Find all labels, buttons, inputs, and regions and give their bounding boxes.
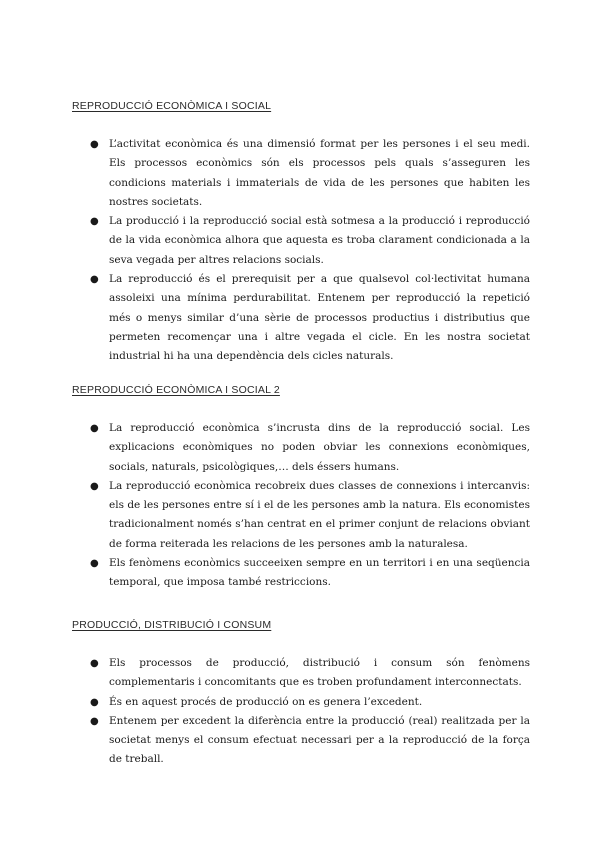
list-item-text: Entenem per excedent la diferència entre la producció (real) realitzada per la societat menys el consum efectuat necessari per a la reproducció de la força de treball. — [109, 714, 530, 766]
list-item-text: La reproducció econòmica recobreix dues classes de connexions i intercanvis: els de les persones entre sí i el de les persones amb la natura. Els economistes tradicionalment només s’han centrat en el primer conjunt de relacions obviant de forma reiterada les relacions de les persones amb la naturalesa. — [109, 479, 530, 550]
bullet-icon: ● — [90, 480, 99, 492]
list-item-text: La reproducció és el prerequisit per a que qualsevol col·lectivitat humana assoleixi una mínima perdurabilitat. Entenem per reproducció la repetició més o menys similar d’una sèrie de processos productius i distributius que permeten recomençar una i altre vegada el cicle. En les nostra societat industrial hi ha una dependència dels cicles naturals. — [109, 273, 530, 363]
bullet-list — [72, 135, 530, 367]
list-item-text: La reproducció econòmica s’incrusta dins de la reproducció social. Les explicacions econòmiques no poden obviar les connexions econòmiques, socials, naturals, psicològiques,… dels éssers humans. — [109, 422, 530, 473]
list-item — [72, 654, 530, 693]
bullet-icon: ● — [90, 696, 99, 708]
bullet-icon: ● — [90, 274, 99, 286]
list-item-text: La producció i la reproducció social està sotmesa a la producció i reproducció de la vida econòmica alhora que aquesta es troba clarament condicionada a la seva vegada per altres relacions socials. — [109, 215, 530, 266]
list-item — [72, 554, 530, 593]
list-item — [72, 135, 530, 212]
list-item — [72, 477, 530, 554]
list-item — [72, 212, 530, 270]
section-heading: PRODUCCIÓ, DISTRIBUCIÓ I CONSUM — [72, 619, 272, 631]
section-heading: REPRODUCCIÓ ECONÒMICA I SOCIAL — [72, 100, 272, 112]
list-item — [72, 270, 530, 366]
list-item-text: Els processos de producció, distribució i consum són fenòmens complementaris i concomitants que es troben profundament interconnectats. — [109, 657, 530, 689]
section-heading: REPRODUCCIÓ ECONÒMICA I SOCIAL 2 — [72, 384, 280, 396]
list-item-text: És en aquest procés de producció on es genera l’excedent. — [109, 695, 423, 708]
bullet-icon: ● — [90, 139, 99, 150]
bullet-icon: ● — [90, 216, 99, 228]
list-item — [72, 693, 530, 712]
list-item — [72, 712, 530, 770]
section-reproduccio-economica-social-2 — [72, 384, 530, 593]
bullet-icon: ● — [90, 423, 99, 434]
list-item — [72, 419, 530, 477]
bullet-icon: ● — [90, 715, 99, 727]
list-item-text: L’activitat econòmica és una dimensió format per les persones i el seu medi. Els processos econòmics són els processos pels quals s’asseguren les condicions materials i immaterials de vida de les persones que habiten les nostres societats. — [109, 138, 530, 208]
section-reproduccio-economica-social — [72, 100, 530, 367]
bullet-icon: ● — [90, 558, 99, 570]
bullet-list — [72, 654, 530, 770]
list-item-text: Els fenòmens econòmics succeeixen sempre en un territori i en una seqüencia temporal, que imposa també restriccions. — [109, 557, 530, 589]
bullet-list — [72, 419, 530, 593]
section-produccio-distribucio-consum — [72, 619, 530, 770]
bullet-icon: ● — [90, 658, 99, 669]
